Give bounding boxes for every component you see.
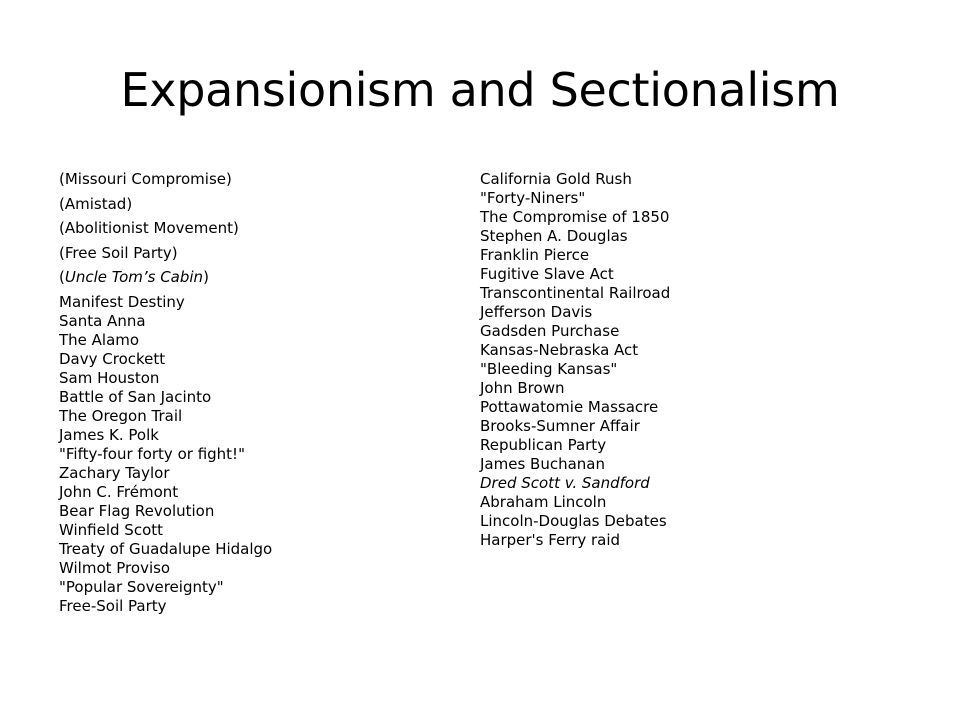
parenthetical-item bbox=[59, 244, 459, 263]
list-item: California Gold Rush bbox=[480, 170, 632, 188]
left-column bbox=[59, 170, 459, 616]
parenthetical-item-text: Uncle Tom’s Cabin bbox=[64, 268, 204, 286]
parenthetical-item-text: Abolitionist Movement bbox=[64, 219, 233, 237]
close-paren: ) bbox=[232, 219, 239, 237]
list-item: "Popular Sovereignty" bbox=[59, 577, 224, 596]
list-item: Dred Scott v. Sandford bbox=[480, 474, 650, 492]
list-item: Kansas-Nebraska Act bbox=[480, 341, 639, 359]
slide-title: Expansionism and Sectionalism bbox=[120, 63, 840, 117]
list-item: Franklin Pierce bbox=[480, 246, 590, 264]
list-item: Harper's Ferry raid bbox=[480, 531, 621, 549]
right-column bbox=[480, 170, 900, 550]
list-item: Battle of San Jacinto bbox=[59, 387, 212, 406]
list-item: Abraham Lincoln bbox=[480, 493, 607, 511]
list-item: Republican Party bbox=[480, 436, 607, 454]
list-item: Sam Houston bbox=[59, 368, 160, 387]
list-item: James K. Polk bbox=[59, 425, 159, 444]
open-paren: ( bbox=[59, 219, 65, 237]
list-item: The Oregon Trail bbox=[59, 406, 183, 425]
close-paren: ) bbox=[171, 243, 178, 262]
parenthetical-item bbox=[59, 195, 459, 214]
list-item: Gadsden Purchase bbox=[480, 322, 620, 340]
parenthetical-item bbox=[59, 170, 459, 189]
list-item: James Buchanan bbox=[480, 455, 605, 473]
parenthetical-list bbox=[59, 170, 459, 287]
list-item: Lincoln-Douglas Debates bbox=[480, 512, 667, 530]
parenthetical-item-text: Missouri Compromise bbox=[64, 170, 227, 188]
close-paren: ) bbox=[203, 268, 209, 286]
list-item: Brooks-Sumner Affair bbox=[480, 417, 640, 435]
list-item: John Brown bbox=[480, 379, 565, 397]
open-paren: ( bbox=[59, 170, 65, 188]
list-item: "Fifty-four forty or fight!" bbox=[59, 444, 245, 463]
list-item: Wilmot Proviso bbox=[59, 558, 171, 577]
list-item: Santa Anna bbox=[59, 311, 146, 330]
open-paren: ( bbox=[59, 194, 65, 213]
close-paren: ) bbox=[226, 170, 232, 188]
list-item: Davy Crockett bbox=[59, 349, 166, 368]
list-item: Manifest Destiny bbox=[59, 292, 185, 311]
close-paren: ) bbox=[126, 194, 133, 213]
parenthetical-item bbox=[59, 219, 459, 238]
list-item: Zachary Taylor bbox=[59, 463, 170, 482]
list-item: Treaty of Guadalupe Hidalgo bbox=[59, 539, 273, 558]
list-item: Pottawatomie Massacre bbox=[480, 398, 659, 416]
list-item: Transcontinental Railroad bbox=[480, 284, 671, 302]
left-term-list bbox=[59, 293, 459, 616]
list-item: Free-Soil Party bbox=[59, 596, 167, 615]
open-paren: ( bbox=[59, 243, 65, 262]
list-item: John C. Frémont bbox=[59, 482, 179, 501]
right-term-list bbox=[480, 170, 900, 550]
list-item: Jefferson Davis bbox=[480, 303, 593, 321]
list-item: "Bleeding Kansas" bbox=[480, 360, 618, 378]
parenthetical-item-text: Amistad bbox=[64, 194, 127, 213]
list-item: Fugitive Slave Act bbox=[480, 265, 614, 283]
open-paren: ( bbox=[59, 268, 65, 286]
list-item: The Alamo bbox=[59, 330, 140, 349]
list-item: Winfield Scott bbox=[59, 520, 164, 539]
list-item: The Compromise of 1850 bbox=[480, 208, 670, 226]
parenthetical-item bbox=[59, 268, 459, 287]
list-item: "Forty-Niners" bbox=[480, 189, 586, 207]
parenthetical-item-text: Free Soil Party bbox=[64, 243, 172, 262]
list-item: Stephen A. Douglas bbox=[480, 227, 628, 245]
list-item: Bear Flag Revolution bbox=[59, 501, 215, 520]
